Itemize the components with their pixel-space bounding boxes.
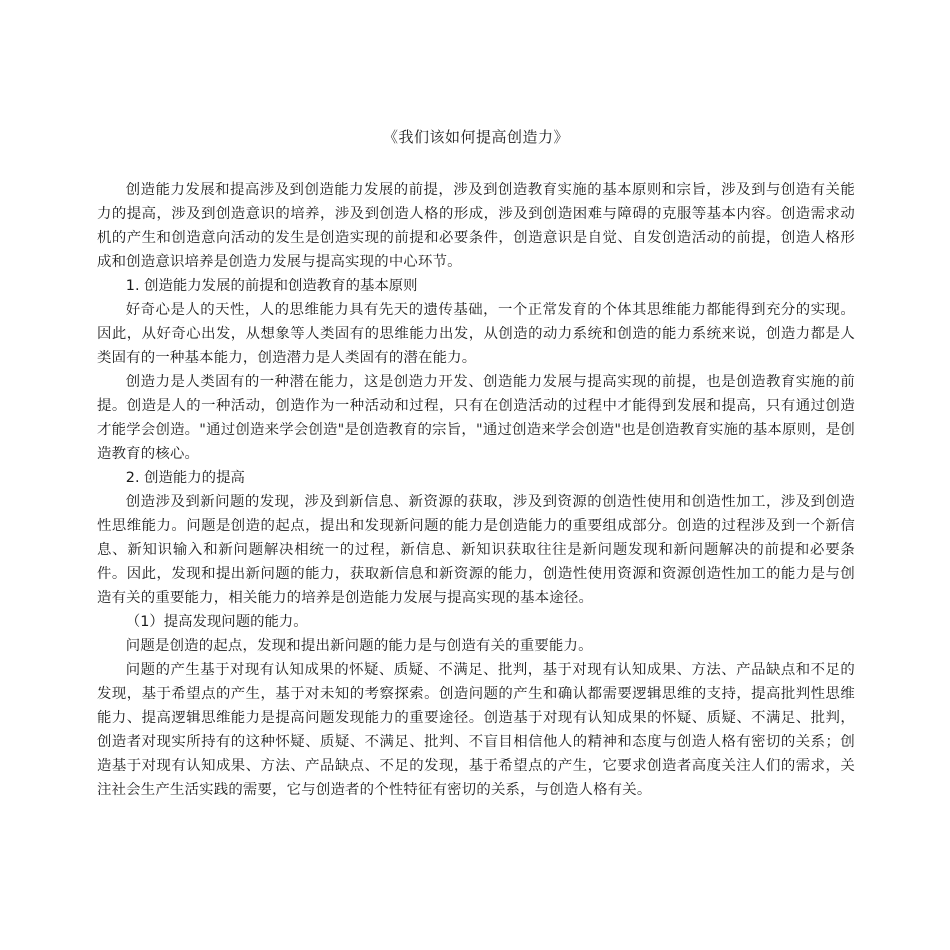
document-page [97,126,855,802]
section-2-title: 创造能力的提高 [144,470,245,486]
section-1-title: 创造能力发展的前提和创造教育的基本原则 [144,278,418,294]
subsection-1-paragraph-2: 问题的产生基于对现有认知成果的怀疑、质疑、不满足、批判，基于对现有认知成果、方法、产品缺点和不足的发现，基于希望点的产生，基于对未知的考察探索。创造问题的产生和确认都需要逻辑思维的支持，提高批判性思维能力、提高逻辑思维能力是提高问题发现能力的重要途径。创造基于对现有认知成果的怀疑、质疑、不满足、批判，创造者对现实所持有的这种怀疑、质疑、不满足、批判、不盲目相信他人的精神和态度与创造人格有密切的关系；创造基于对现有认知成果、方法、产品缺点、不足的发现，基于希望点的产生，它要求创造者高度关注人们的需求，关注社会生产生活实践的需要，它与创造者的个性特征有密切的关系，与创造人格有关。 [97,662,855,798]
section-1-number: 1. [125,278,140,294]
intro-paragraph: 创造能力发展和提高涉及到创造能力发展的前提，涉及到创造教育实施的基本原则和宗旨，涉及到与创造有关能力的提高，涉及到创造意识的培养，涉及到创造人格的形成，涉及到创造困难与障碍的克服等基本内容。创造需求动机的产生和创造意向活动的发生是创造实现的前提和必要条件，创造意识是自觉、自发创造活动的前提，创造人格形成和创造意识培养是创造力发展与提高实现的中心环节。 [97,182,855,270]
subsection-1-heading [97,610,855,634]
subsection-1-number: （1） [125,614,164,630]
section-2-heading [97,466,855,490]
subsection-1-title: 提高发现问题的能力。 [163,614,308,630]
section-2-number: 2. [125,470,140,486]
section-2-paragraph-1: 创造涉及到新问题的发现，涉及到新信息、新资源的获取，涉及到资源的创造性使用和创造性加工，涉及到创造性思维能力。问题是创造的起点，提出和发现新问题的能力是创造能力的重要组成部分。创造的过程涉及到一个新信息、新知识输入和新问题解决相统一的过程，新信息、新知识获取往往是新问题发现和新问题解决的前提和必要条件。因此，发现和提出新问题的能力，获取新信息和新资源的能力，创造性使用资源和资源创造性加工的能力是与创造有关的重要能力，相关能力的培养是创造能力发展与提高实现的基本途径。 [97,494,855,606]
section-1-paragraph-1: 好奇心是人的天性，人的思维能力具有先天的遗传基础，一个正常发育的个体其思维能力都能得到充分的实现。因此，从好奇心出发，从想象等人类固有的思维能力出发，从创造的动力系统和创造的能力系统来说，创造力都是人类固有的一种基本能力，创造潜力是人类固有的潜在能力。 [97,302,855,366]
section-1-paragraph-2: 创造力是人类固有的一种潜在能力，这是创造力开发、创造能力发展与提高实现的前提，也是创造教育实施的前提。创造是人的一种活动，创造作为一种活动和过程，只有在创造活动的过程中才能得到发展和提高，只有通过创造才能学会创造。"通过创造来学会创造"是创造教育的宗旨，"通过创造来学会创造"也是创造教育实施的基本原则，是创造教育的核心。 [97,374,855,462]
section-1-heading [97,274,855,298]
subsection-1-paragraph-1: 问题是创造的起点，发现和提出新问题的能力是与创造有关的重要能力。 [125,638,593,654]
document-title: 《我们该如何提高创造力》 [382,128,569,146]
